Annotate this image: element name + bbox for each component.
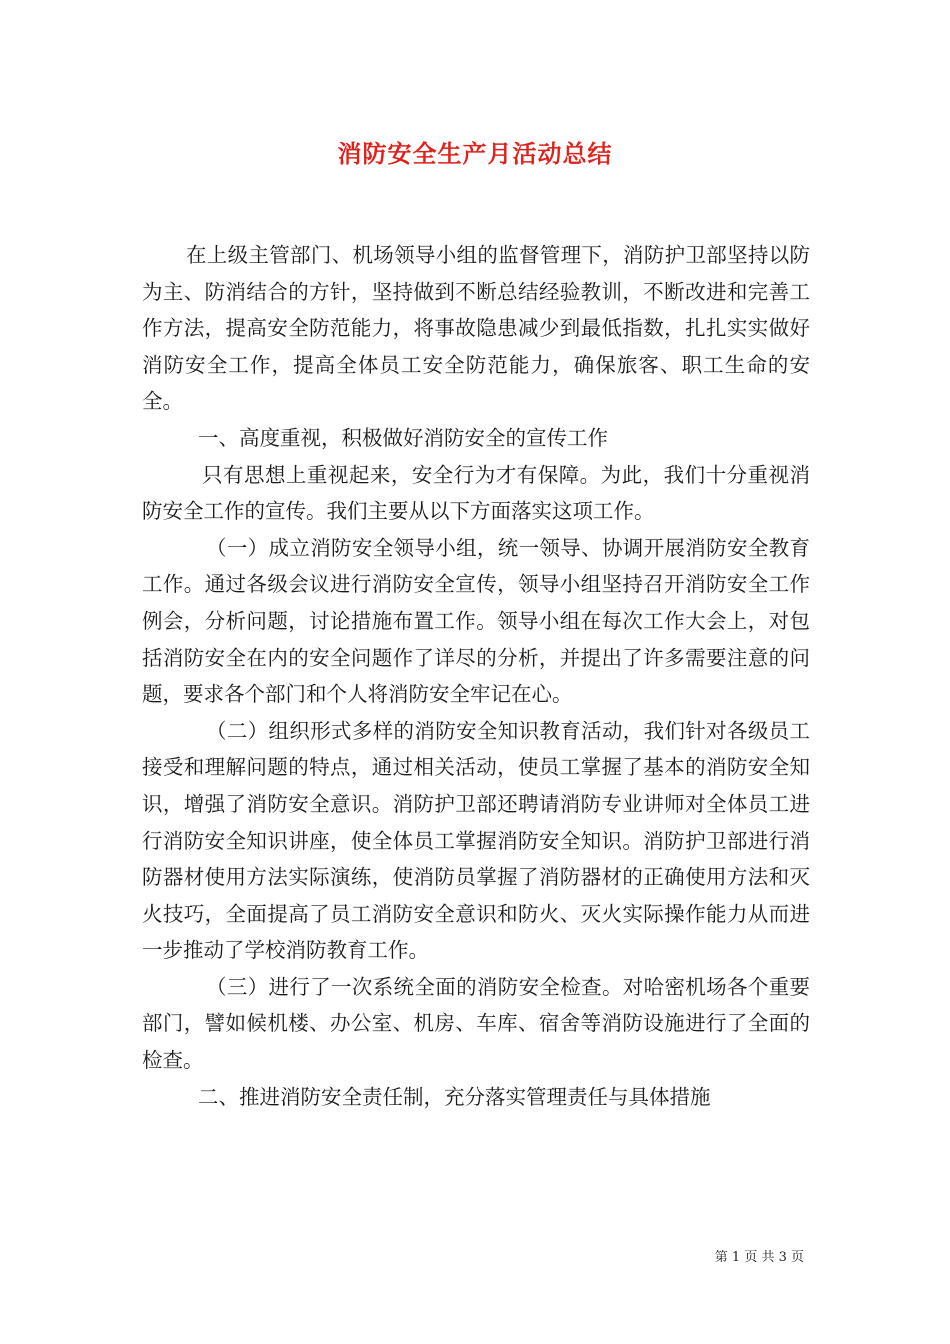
page-title: 消防安全生产月活动总结 (337, 139, 613, 168)
document-body (142, 237, 810, 1115)
subsection-3-paragraph: （三）进行了一次系统全面的消防安全检查。对哈密机场各个重要部门，譬如候机楼、办公室、机房、车库、宿舍等消防设施进行了全面的检查。 (142, 974, 810, 1073)
subsection-1-paragraph: （一）成立消防安全领导小组，统一领导、协调开展消防安全教育工作。通过各级会议进行消防安全宣传，领导小组坚持召开消防安全工作例会，分析问题，讨论措施布置工作。领导小组在每次工作大会上，对包括消防安全在内的安全问题作了详尽的分析，并提出了许多需要注意的问题，要求各个部门和个人将消防安全牢记在心。 (142, 535, 810, 707)
section-1-paragraph: 只有思想上重视起来，安全行为才有保障。为此，我们十分重视消防安全工作的宣传。我们主要从以下方面落实这项工作。 (142, 462, 810, 524)
section-heading-2: 二、推进消防安全责任制，充分落实管理责任与具体措施 (198, 1084, 711, 1109)
section-heading-1: 一、高度重视，积极做好消防安全的宣传工作 (198, 425, 608, 450)
page-number-footer: 第 1 页 共 3 页 (714, 1250, 804, 1265)
subsection-2-paragraph: （二）组织形式多样的消防安全知识教育活动，我们针对各级员工接受和理解问题的特点，通过相关活动，使员工掌握了基本的消防安全知识，增强了消防安全意识。消防护卫部还聘请消防专业讲师对全体员工进行消防安全知识讲座，使全体员工掌握消防安全知识。消防护卫部进行消防器材使用方法实际演练，使消防员掌握了消防器材的正确使用方法和灭火技巧，全面提高了员工消防安全意识和防火、灭火实际操作能力从而进一步推动了学校消防教育工作。 (142, 718, 810, 963)
intro-paragraph: 在上级主管部门、机场领导小组的监督管理下，消防护卫部坚持以防为主、防消结合的方针，坚持做到不断总结经验教训，不断改进和完善工作方法，提高安全防范能力，将事故隐患减少到最低指数，扎扎实实做好消防安全工作，提高全体员工安全防范能力，确保旅客、职工生命的安全。 (142, 243, 810, 414)
